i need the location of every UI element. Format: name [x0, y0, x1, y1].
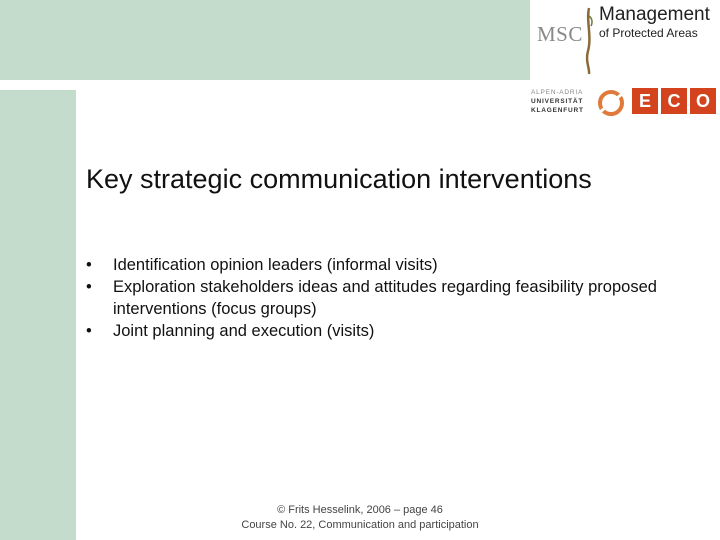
bullet-list — [86, 254, 706, 342]
university-logo — [531, 88, 584, 115]
msc-logo-mark-icon — [582, 6, 596, 76]
university-line2: UNIVERSITÄT — [531, 98, 584, 105]
eco-letter-c: C — [661, 88, 687, 114]
side-band — [0, 90, 76, 540]
header-band — [0, 0, 530, 80]
slide-title: Key strategic communication interventions — [86, 164, 592, 194]
footer-course: Course No. 22, Communication and participation — [241, 519, 479, 531]
slide-footer — [0, 503, 720, 533]
eco-logo — [632, 88, 716, 114]
bullet-item: • Exploration stakeholders ideas and attitudes regarding feasibility proposed interventions (focus groups) — [86, 276, 706, 320]
program-title-line1: Management — [599, 4, 710, 25]
eco-letter-e: E — [632, 88, 658, 114]
university-line3: KLAGENFURT — [531, 107, 584, 114]
university-emblem-icon — [596, 88, 626, 118]
program-title-line2: of Protected Areas — [599, 26, 698, 40]
university-line1: ALPEN-ADRIA — [531, 89, 584, 96]
bullet-item: • Identification opinion leaders (informal visits) — [86, 254, 706, 276]
msc-logo: MSC — [537, 22, 583, 46]
footer-copyright: © Frits Hesselink, 2006 – page 46 — [277, 504, 443, 516]
eco-letter-o: O — [690, 88, 716, 114]
bullet-item: • Joint planning and execution (visits) — [86, 320, 706, 342]
